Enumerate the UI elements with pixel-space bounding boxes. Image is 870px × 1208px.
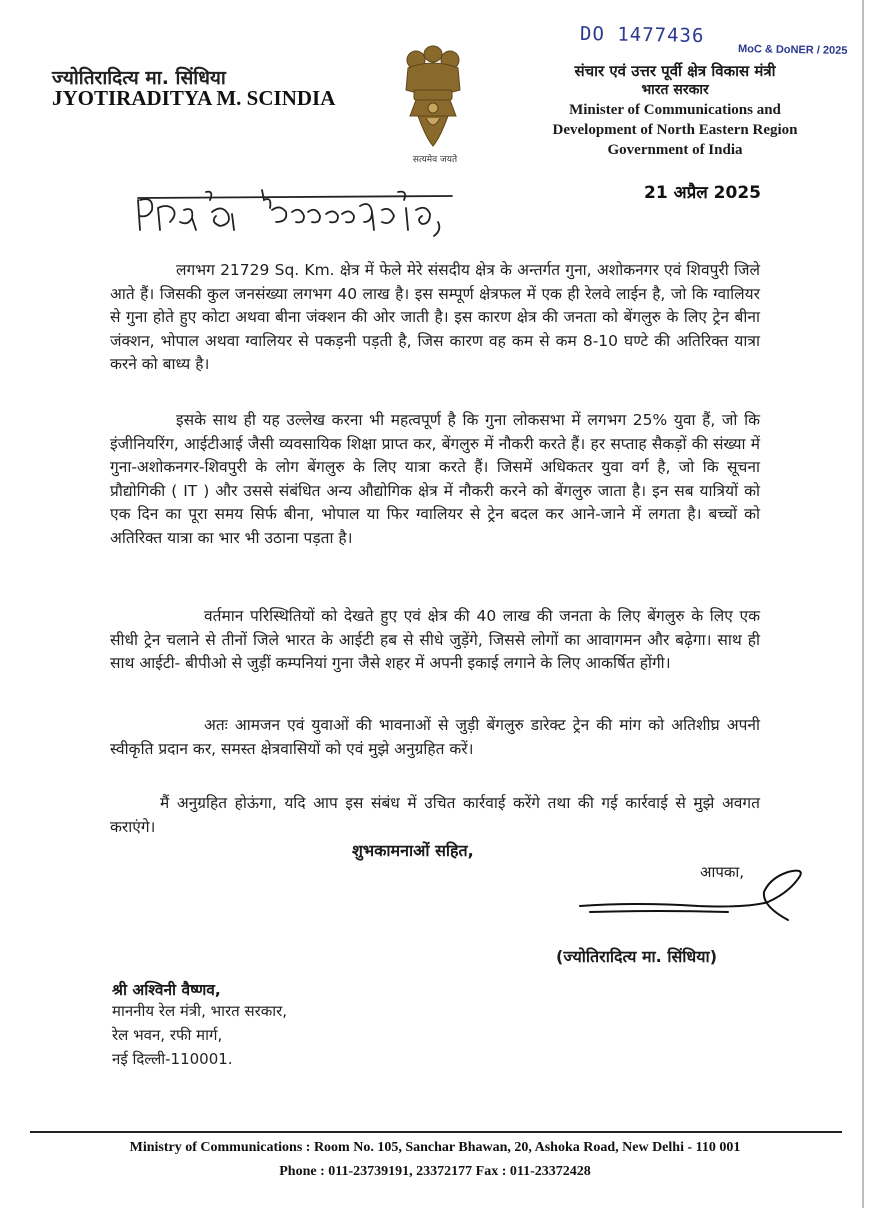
body-paragraph-2: इसके साथ ही यह उल्लेख करना भी महत्वपूर्ण है कि गुना लोकसभा में लगभग 25% युवा हैं, जो कि इंजीनियरिंग, आईटीआई जैसी व्यवसायिक शिक्षा प्राप्त कर, बेंगलुरु में नौकरी करते हैं। हर सप्ताह सैकड़ों की संख्या में गुना-अशोकनगर-शिवपुरी के लोग बेंगलुरु के लिए यात्रा करते हैं। जिसमें अधिकतर युवा वर्ग है, जो कि सूचना प्रौद्योगिकी ( IT ) और उससे संबंधित अन्य औद्योगिक क्षेत्र में नौकरी करने को बेंगलुरु जाता है। इन सब यात्रियों को एक दिन का पूरा समय सिर्फ बीना, भोपाल या फिर ग्वालियर से ट्रेन बदल कर आने-जाने में लगता है। बच्चों को अतिरिक्त यात्रा का भार भी उठाना पड़ता है। — [110, 411, 760, 547]
body-paragraph-4: अतः आमजन एवं युवाओं की भावनाओं से जुड़ी बेंगलुरु डारेक्ट ट्रेन की मांग को अतिशीघ्र अपनी स्वीकृति प्रदान कर, समस्त क्षेत्रवासियों को एवं मुझे अनुग्रहित करें। — [110, 716, 760, 758]
closing-yours: आपका, — [700, 863, 745, 881]
handwritten-salutation — [132, 186, 492, 244]
closing-regards: शुभकामनाओं सहित, — [352, 841, 474, 860]
national-emblem-icon — [396, 42, 470, 150]
footer-contact: Phone : 011-23739191, 23372177 Fax : 011-23372428 — [279, 1164, 591, 1179]
emblem-motto: सत्यमेव जयते — [412, 155, 458, 165]
sender-name-english: JYOTIRADITYA M. SCINDIA — [52, 86, 336, 110]
addressee-name: श्री अश्विनी वैष्णव, — [112, 981, 221, 999]
letter-date: 21 अप्रैल 2025 — [644, 183, 761, 203]
office-title-block — [525, 62, 825, 160]
body-paragraph-3: वर्तमान परिस्थितियों को देखते हुए एवं क्षेत्र की 40 लाख की जनता के लिए बेंगलुरु के लिए एक सीधी ट्रेन चलाने से तीनों जिले भारत के आईटी हब से सीधे जुड़ेंगे, जिससे लोगों का आवागमन और बढ़ेगा। साथ ही साथ आईटी- बीपीओ से जुड़ीं कम्पनियां गुना जैसे शहर में अपनी इकाई लगाने के लिए आकर्षित होंगी। — [110, 607, 760, 672]
reference-stamp: MoC & DoNER / 2025 — [737, 43, 848, 57]
sender-name-hindi: ज्योतिरादित्य मा. सिंधिया — [52, 67, 226, 89]
office-title-english-1: Minister of Communications and — [569, 102, 781, 118]
body-paragraph-1: लगभग 21729 Sq. Km. क्षेत्र में फेले मेरे संसदीय क्षेत्र के अन्तर्गत गुना, अशोकनगर एवं शिवपुरी जिले आते हैं। जिसकी कुल जनसंख्या लगभग 40 लाख है। इस सम्पूर्ण क्षेत्रफल में एक ही रेलवे लाईन है, जो कि ग्वालियर से गुना होते हुए कोटा अथवा बीना जंक्शन की ओर जाती है। इस कारण क्षेत्र की जनता को बेंगलुरु के लिए ट्रेन बीना जंक्शन, भोपाल अथवा ग्वालियर से पकड़नी पड़ती है, जिस कारण वह कम से कम 8-10 घण्टे की अतिरिक्त यात्रा करने को बाध्य है। — [110, 261, 760, 373]
body-paragraph-5: मैं अनुग्रहित होऊंगा, यदि आप इस संबंध में उचित कार्रवाई करेंगे तथा की गई कार्रवाई से मुझे अवगत कराएंगे। — [110, 794, 760, 836]
addressee-city: नई दिल्ली-110001. — [112, 1050, 233, 1068]
office-title-hindi: संचार एवं उत्तर पूर्वी क्षेत्र विकास मंत्री — [574, 62, 776, 80]
reference-number: DO 1477436 — [579, 22, 705, 48]
footer-divider — [30, 1131, 842, 1133]
government-english: Government of India — [607, 142, 743, 158]
office-title-english-2: Development of North Eastern Region — [552, 122, 798, 138]
addressee-address: रेल भवन, रफी मार्ग, — [112, 1026, 223, 1044]
page-edge — [862, 0, 864, 1208]
footer-address: Ministry of Communications : Room No. 105, Sanchar Bhawan, 20, Ashoka Road, New Delhi - 110 001 — [129, 1140, 741, 1155]
addressee-designation: माननीय रेल मंत्री, भारत सरकार, — [112, 1002, 288, 1020]
signatory-name: (ज्योतिरादित्य मा. सिंधिया) — [556, 947, 718, 966]
signature — [578, 862, 808, 926]
government-hindi: भारत सरकार — [641, 82, 709, 98]
